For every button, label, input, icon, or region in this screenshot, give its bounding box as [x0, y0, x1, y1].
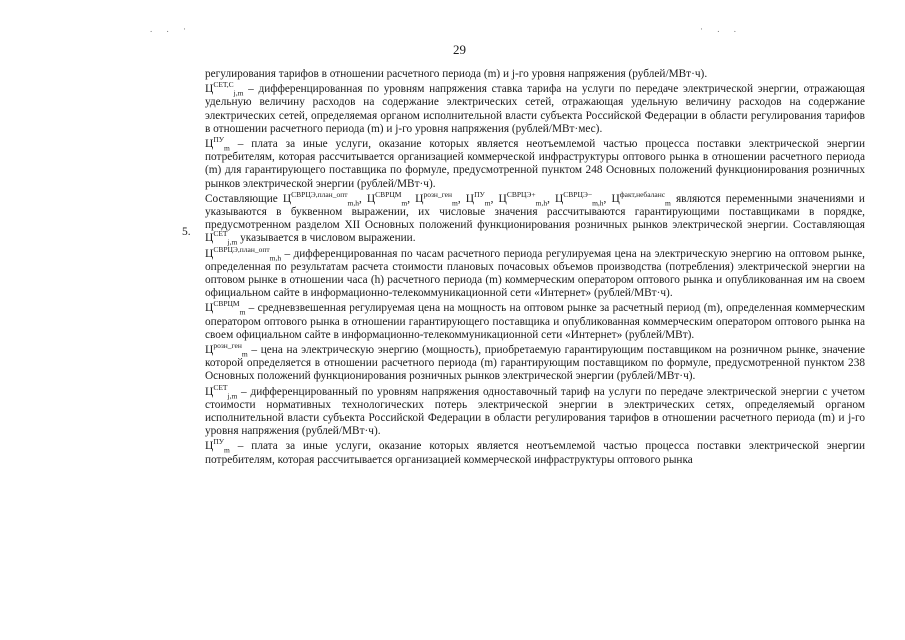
symbol: $Ц^{СЕТ}_{j,m}$	[205, 382, 238, 400]
paragraph-2: $Ц^{СЕТ,С}_{j,m}$ – дифференцированная по уровням напряжения ставка тарифа на услуги по передаче электрической энергии, отражающая удельную величину расходов на содержание электрических сетей, отражающая удельную величину расходов на содержание электрических сетей, определяемая органом исполнительной власти субъекта Российской Федерации в области регулирования тарифов в отношении расчетного периода (m) и j-го уровня напряжения (рублей/МВт·мес).	[205, 80, 865, 135]
symbol: $Ц^{СЕТ,С}_{j,m}$	[205, 80, 244, 98]
paragraph-9: $Ц^{ПУ}_m$ – плата за иные услуги, оказание которых является неотъемлемой частью процесса поставки электрической энергии потребителям, которая рассчитывается организацией коммерческой инфраструктуры оптового рынка	[205, 437, 865, 466]
symbol: $Ц^{СВРЦЭ-}_{m,h}$	[554, 190, 604, 208]
symbol: $Ц^{ПУ}_m$	[205, 437, 230, 455]
paragraph-3: $Ц^{ПУ}_m$ – плата за иные услуги, оказание которых является неотъемлемой частью процесса поставки электрической энергии потребителям, которая рассчитывается организацией коммерческой инфраструктуры оптового рынка в отношении расчетного периода (m) для гарантирующего поставщика по формуле, предусмотренной пунктом 248 Основных положений функционирования розничных рынков электрической энергии (рублей/МВт·ч).	[205, 135, 865, 190]
paragraph-4: Составляющие $Ц^{СВРЦЭ,план\_опт}_{m,h}$, $Ц^{СВРЦМ}_m$, $Ц^{розн\_ген}_m$, $Ц^{ПУ}_m$, $Ц^{СВРЦЭ+}_{m,h}$, $Ц^{СВРЦЭ-}_{m,h}$, $Ц^{факт,небаланс}_m$ являются переменными значениями и указываются в буквенном выражении, их числовые значения рассчитываются гарантирующими поставщиками в порядке, предусмотренном разделом XII Основных положений функционирования розничных рынков электрической энергии. Составляющая $Ц^{СЕТ}_{j,m}$ указывается в числовом выражении.	[205, 190, 865, 247]
symbol: $Ц^{СЕТ}_{j,m}$	[205, 229, 238, 247]
paragraph-6: $Ц^{СВРЦМ}_m$ – средневзвешенная регулируемая цена на мощность на оптовом рынке за расчетный период (m), определенная коммерческим оператором оптового рынка в отношении гарантирующего поставщика и опубликованная коммерческим оператором оптового рынка на своем официальном сайте в информационно-телекоммуникационной сети «Интернет» (рублей/МВт).	[205, 299, 865, 341]
paragraph-8: $Ц^{СЕТ}_{j,m}$ – дифференцированный по уровням напряжения одноставочный тариф на услуги по передаче электрической энергии с учетом стоимости нормативных технологических потерь электрической энергии в электрических сетях, определяемый органом исполнительной власти субъекта Российской Федерации в области регулирования тарифов в отношении расчетного периода (m) и j-го уровня напряжения (рублей/МВт·ч).	[205, 382, 865, 438]
symbol: $Ц^{ПУ}_m$	[205, 135, 230, 153]
symbol: $Ц^{СВРЦЭ,план\_опт}_{m,h}$	[205, 244, 282, 262]
symbol: $Ц^{СВРЦЭ,план\_опт}_{m,h}$	[282, 190, 359, 208]
scan-artifact-dots-left: . . ·	[150, 24, 192, 34]
symbol: $Ц^{факт,небаланс}_m$	[611, 190, 671, 208]
symbol: $Ц^{СВРЦМ}_m$	[205, 299, 246, 317]
paragraph-7: $Ц^{розн\_ген}_m$ – цена на электрическую энергию (мощность), приобретаемую гарантирующим поставщиком на розничном рынке, значение которой определяется в отношении расчетного периода (m) гарантирующим поставщиком по формуле, предусмотренной пунктом 238 Основных положений функционирования розничных рынков электрической энергии (рублей/МВт·ч).	[205, 341, 865, 383]
paragraph-5: $Ц^{СВРЦЭ,план\_опт}_{m,h}$ – дифференцированная по часам расчетного периода регулируемая цена на электрическую энергию на оптовом рынке, определенная по результатам расчета стоимости плановых почасовых объемов производства (потребления) электрической энергии на оптовом рынке в отношении часа (h) расчетного периода (m) коммерческим оператором оптового рынка и опубликованная им на своем официальном сайте в информационно-телекоммуникационной сети «Интернет» (рублей/МВт·ч).	[205, 244, 865, 300]
item-number: 5.	[182, 226, 191, 238]
symbol: $Ц^{розн\_ген}_m$	[205, 341, 248, 359]
paragraph-1: регулирования тарифов в отношении расчетного периода (m) и j-го уровня напряжения (рублей/МВт·ч).	[205, 68, 708, 80]
symbol: $Ц^{СВРЦЭ+}_{m,h}$	[498, 190, 548, 208]
page-number: 29	[453, 42, 466, 57]
symbol: $Ц^{розн\_ген}_m$	[415, 190, 458, 208]
document-body	[205, 68, 865, 469]
scan-artifact-dots-right: · . .	[700, 24, 742, 34]
symbol: $Ц^{СВРЦМ}_m$	[366, 190, 408, 208]
symbol: $Ц^{ПУ}_m$	[465, 190, 491, 208]
